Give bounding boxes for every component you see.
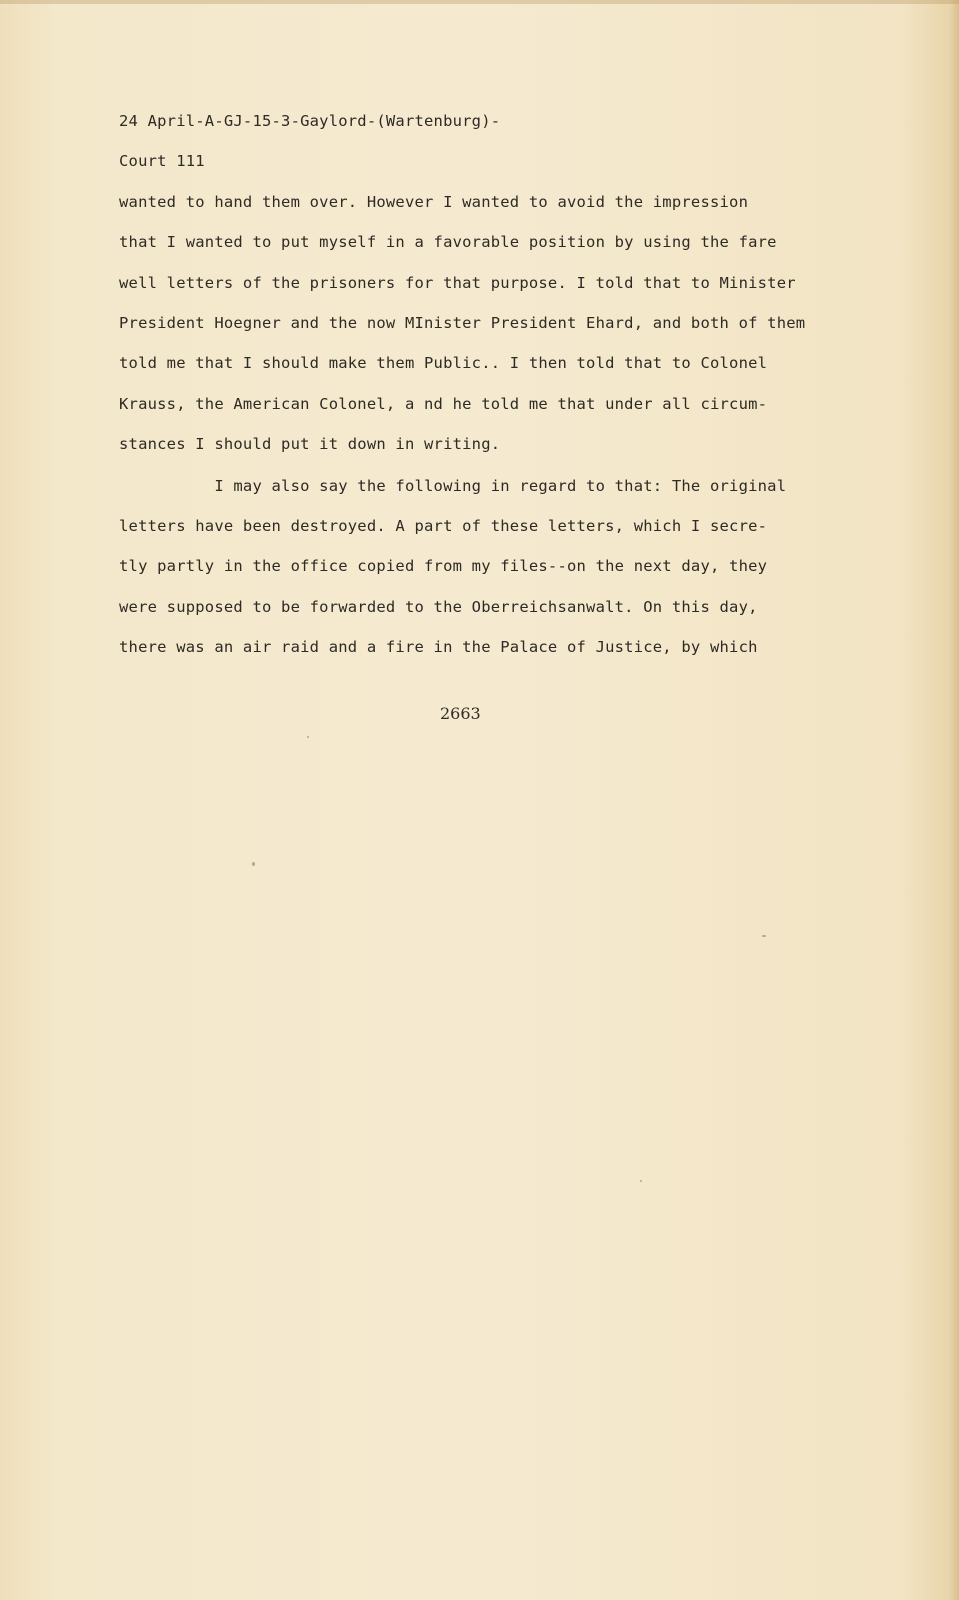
paper-speck: [252, 862, 255, 866]
body-line: that I wanted to put myself in a favorable position by using the fare: [119, 233, 777, 251]
paper-speck: [307, 736, 309, 738]
body-line: stances I should put it down in writing.: [119, 435, 501, 453]
body-line: were supposed to be forwarded to the Oberreichsanwalt. On this day,: [119, 598, 758, 616]
body-line: letters have been destroyed. A part of these letters, which I secre-: [119, 517, 768, 535]
body-line: Krauss, the American Colonel, a nd he told me that under all circum-: [119, 395, 768, 413]
page-right-edge: [949, 0, 959, 1600]
body-line: I may also say the following in regard to that: The original: [119, 477, 787, 495]
body-line: told me that I should make them Public.. I then told that to Colonel: [119, 354, 768, 372]
body-line: there was an air raid and a fire in the Palace of Justice, by which: [119, 638, 758, 656]
paper-speck: [762, 935, 766, 937]
court-label: Court 111: [119, 152, 205, 170]
body-line: wanted to hand them over. However I wanted to avoid the impression: [119, 193, 749, 211]
page-top-edge: [0, 0, 959, 4]
body-line: tly partly in the office copied from my files--on the next day, they: [119, 557, 768, 575]
paper-speck: [640, 1180, 642, 1182]
document-reference: 24 April-A-GJ-15-3-Gaylord-(Wartenburg)-: [119, 112, 501, 130]
body-line: President Hoegner and the now MInister President Ehard, and both of them: [119, 314, 806, 332]
page-number: 2663: [440, 704, 481, 723]
body-line: well letters of the prisoners for that purpose. I told that to Minister: [119, 274, 796, 292]
